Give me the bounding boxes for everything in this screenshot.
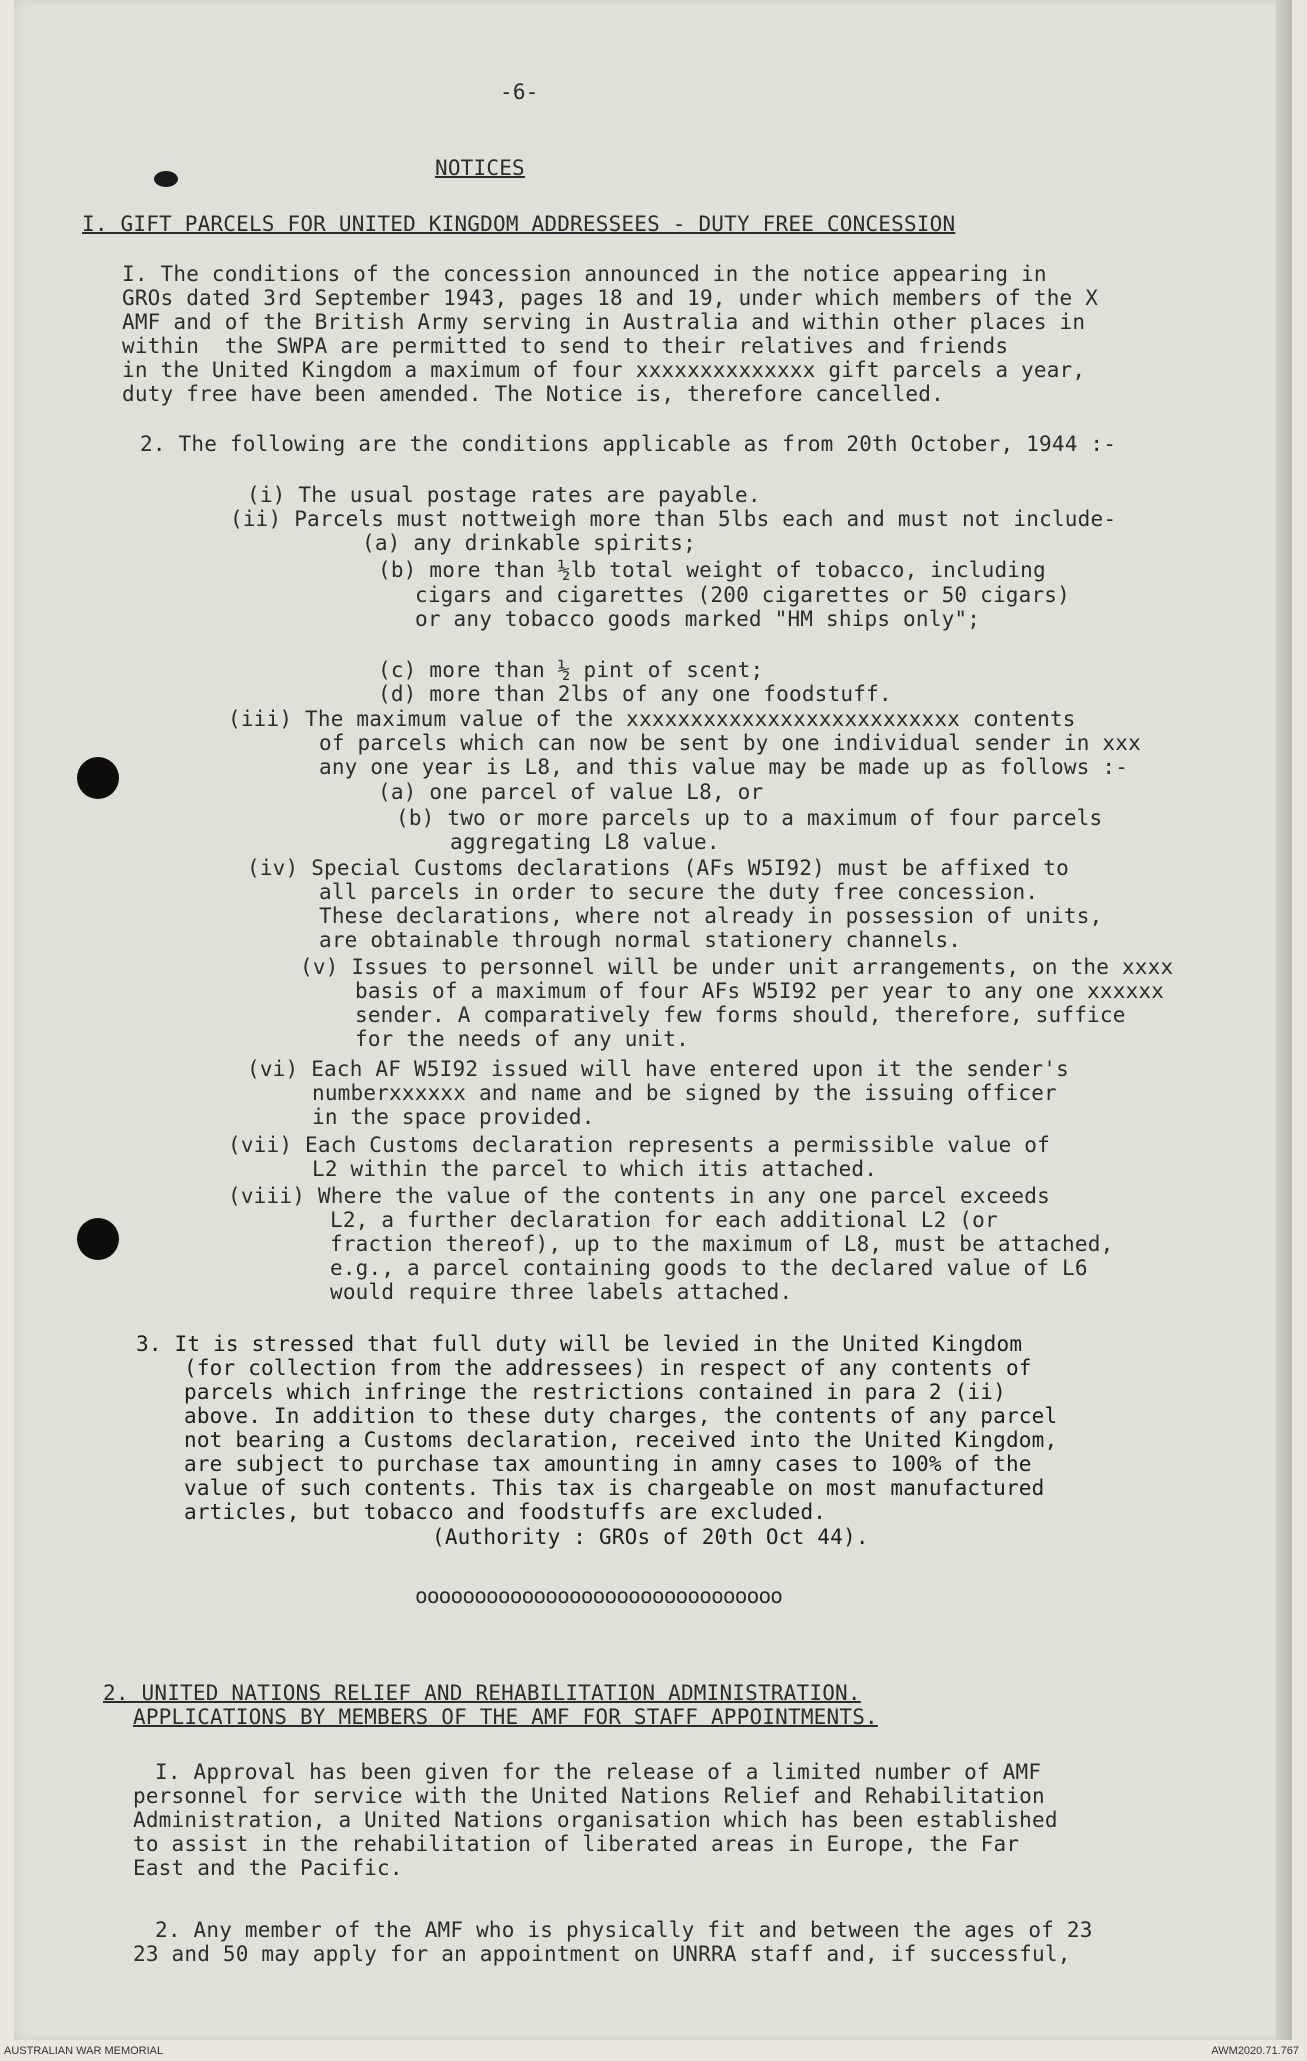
- section-1-para-2-intro: 2. The following are the conditions applicable as from 20th October, 1944 :-: [140, 432, 1117, 456]
- section-1-para-1-line: GROs dated 3rd September 1943, pages 18 and 19, under which members of the X: [122, 286, 1099, 310]
- condition-line: (a) one parcel of value L8, or: [378, 780, 764, 804]
- condition-line: sender. A comparatively few forms should, therefore, suffice: [355, 1003, 1126, 1027]
- condition-line: numberxxxxxx and name and be signed by the issuing officer: [312, 1081, 1057, 1105]
- section-1-para-3-line: articles, but tobacco and foodstuffs are excluded.: [184, 1500, 827, 1524]
- condition-line: (i) The usual postage rates are payable.: [247, 483, 761, 507]
- condition-line: L2, a further declaration for each additional L2 (or: [330, 1208, 998, 1232]
- section-2-para-1-line: East and the Pacific.: [133, 1856, 403, 1880]
- section-1-para-1-line: AMF and of the British Army serving in Australia and within other places in: [122, 310, 1086, 334]
- separator-line: ooooooooooooooooooooooooooooooo: [415, 1584, 783, 1608]
- condition-line: cigars and cigarettes (200 cigarettes or 50 cigars): [415, 583, 1070, 607]
- section-1-para-3-line: not bearing a Customs declaration, received into the United Kingdom,: [184, 1428, 1058, 1452]
- condition-line: e.g., a parcel containing goods to the declared value of L6: [330, 1256, 1088, 1280]
- condition-line: aggregating L8 value.: [450, 830, 720, 854]
- section-1-title: I. GIFT PARCELS FOR UNITED KINGDOM ADDRESSEES - DUTY FREE CONCESSION: [82, 212, 956, 236]
- footer-archive-name: AUSTRALIAN WAR MEMORIAL: [4, 2045, 164, 2057]
- condition-line: L2 within the parcel to which itis attached.: [312, 1157, 878, 1181]
- condition-line: (v) Issues to personnel will be under unit arrangements, on the xxxx: [300, 955, 1174, 979]
- section-2-title: 2. UNITED NATIONS RELIEF AND REHABILITATION ADMINISTRATION.: [103, 1681, 861, 1705]
- condition-line: fraction thereof), up to the maximum of L8, must be attached,: [330, 1232, 1114, 1256]
- section-1-para-1-line: in the United Kingdom a maximum of four xxxxxxxxxxxxxx gift parcels a year,: [122, 358, 1086, 382]
- section-1-para-1-line: I. The conditions of the concession announced in the notice appearing in: [122, 262, 1047, 286]
- condition-line: or any tobacco goods marked "HM ships only";: [415, 607, 981, 631]
- page-heading: NOTICES: [435, 156, 525, 180]
- section-1-para-3-line: value of such contents. This tax is chargeable on most manufactured: [184, 1476, 1045, 1500]
- condition-line: These declarations, where not already in possession of units,: [319, 904, 1103, 928]
- section-2-para-1-line: I. Approval has been given for the release of a limited number of AMF: [155, 1760, 1042, 1784]
- condition-line: (vii) Each Customs declaration represents a permissible value of: [228, 1133, 1050, 1157]
- section-1-para-1-line: within the SWPA are permitted to send to their relatives and friends: [122, 334, 1009, 358]
- punch-hole: [77, 1218, 119, 1260]
- section-1-para-3-line: 3. It is stressed that full duty will be levied in the United Kingdom: [136, 1332, 1023, 1356]
- section-1-para-3-line: are subject to purchase tax amounting in amny cases to 100% of the: [184, 1452, 1032, 1476]
- condition-line: (c) more than ½ pint of scent;: [378, 658, 764, 682]
- condition-line: (iv) Special Customs declarations (AFs W5I92) must be affixed to: [247, 856, 1069, 880]
- condition-line: (b) more than ½lb total weight of tobacco, including: [378, 558, 1046, 582]
- condition-line: (a) any drinkable spirits;: [362, 531, 696, 555]
- section-2-para-2-line: 23 and 50 may apply for an appointment on UNRRA staff and, if successful,: [133, 1942, 1071, 1966]
- condition-line: are obtainable through normal stationery channels.: [319, 928, 962, 952]
- section-2-subtitle: APPLICATIONS BY MEMBERS OF THE AMF FOR STAFF APPOINTMENTS.: [133, 1705, 878, 1729]
- condition-line: would require three labels attached.: [330, 1280, 793, 1304]
- punch-hole: [77, 757, 119, 799]
- section-2-para-1-line: personnel for service with the United Nations Relief and Rehabilitation: [133, 1784, 1045, 1808]
- condition-line: (iii) The maximum value of the xxxxxxxxxxxxxxxxxxxxxxxxxx contents: [228, 707, 1076, 731]
- section-1-para-3-line: (for collection from the addressees) in respect of any contents of: [184, 1356, 1032, 1380]
- authority-line: (Authority : GROs of 20th Oct 44).: [432, 1525, 869, 1549]
- condition-line: of parcels which can now be sent by one individual sender in xxx: [319, 731, 1141, 755]
- footer-reference-id: AWM2020.71.767: [1211, 2045, 1299, 2057]
- condition-line: (b) two or more parcels up to a maximum of four parcels: [396, 806, 1103, 830]
- condition-line: (viii) Where the value of the contents in any one parcel exceeds: [228, 1184, 1050, 1208]
- section-1-para-3-line: above. In addition to these duty charges, the contents of any parcel: [184, 1404, 1058, 1428]
- page-edge: [1276, 0, 1292, 2040]
- section-1-para-3-line: parcels which infringe the restrictions contained in para 2 (ii): [184, 1380, 1006, 1404]
- condition-line: (ii) Parcels must nottweigh more than 5lbs each and must not include-: [230, 507, 1117, 531]
- condition-line: in the space provided.: [312, 1105, 595, 1129]
- condition-line: all parcels in order to secure the duty free concession.: [319, 880, 1039, 904]
- page-number: -6-: [500, 80, 539, 104]
- section-2-para-1-line: to assist in the rehabilitation of liberated areas in Europe, the Far: [133, 1832, 1020, 1856]
- section-2-para-1-line: Administration, a United Nations organisation which has been established: [133, 1808, 1058, 1832]
- condition-line: any one year is L8, and this value may be made up as follows :-: [319, 755, 1129, 779]
- condition-line: (vi) Each AF W5I92 issued will have entered upon it the sender's: [247, 1057, 1069, 1081]
- condition-line: (d) more than 2lbs of any one foodstuff.: [378, 682, 892, 706]
- condition-line: basis of a maximum of four AFs W5I92 per year to any one xxxxxx: [355, 979, 1165, 1003]
- section-1-para-1-line: duty free have been amended. The Notice is, therefore cancelled.: [122, 382, 944, 406]
- ink-blot: [154, 171, 178, 187]
- condition-line: for the needs of any unit.: [355, 1027, 689, 1051]
- section-2-para-2-line: 2. Any member of the AMF who is physically fit and between the ages of 23: [155, 1918, 1093, 1942]
